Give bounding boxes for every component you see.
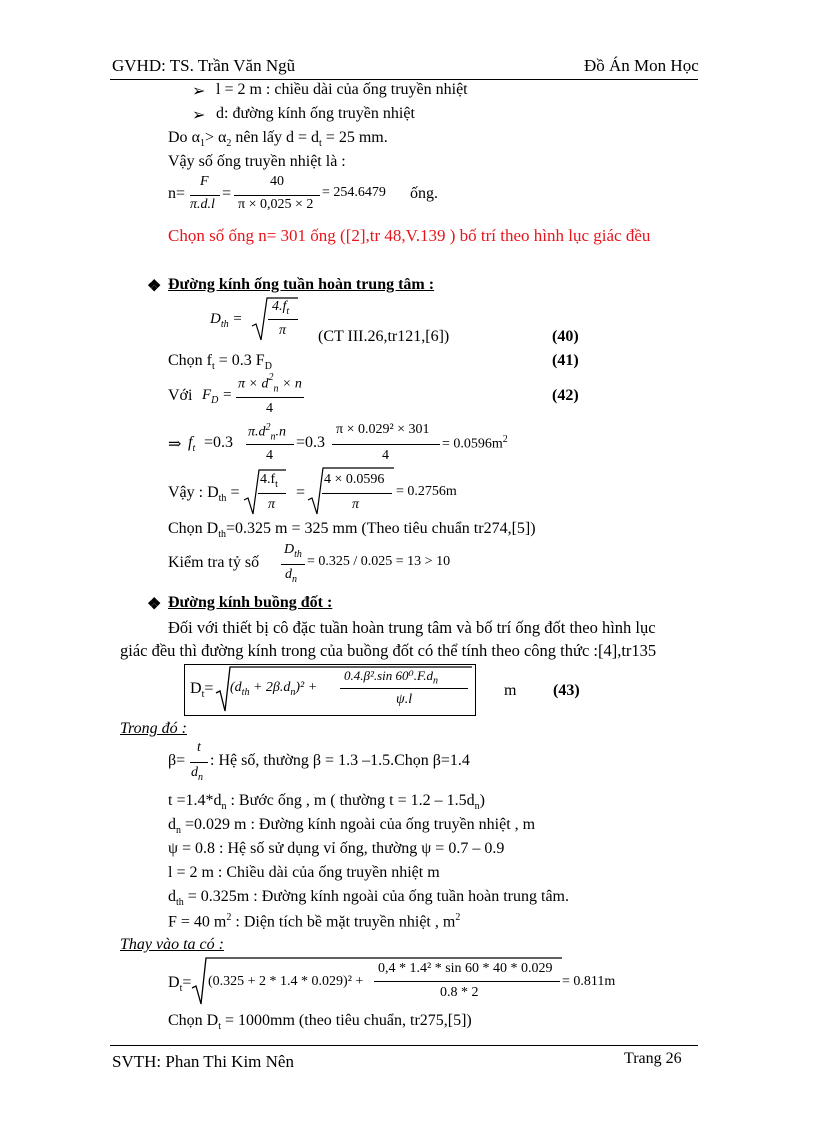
header-right: Đồ Án Mon Học: [584, 56, 699, 75]
dt-term1: $(d_{th} + 2\beta.d_n)^2$ +: [230, 680, 318, 698]
beta-num: t: [197, 740, 201, 755]
implies-arrow-icon: ⇒: [168, 436, 182, 453]
dth-reference: (CT III.26,tr121,[6]): [318, 328, 450, 345]
fraction-bar: [190, 195, 220, 196]
footer-rule: [110, 1045, 698, 1046]
def-outer-diameter: $d_n =0.029$ m : Đường kính ngoài của ống truyền nhiệt , m: [168, 816, 536, 837]
eq-number-40: (40): [552, 328, 579, 345]
ft-result: = $0.0596m^2$: [442, 434, 508, 452]
dt-den: ψ.l: [396, 692, 413, 707]
n-result: = 254.6479: [322, 185, 386, 200]
header-rule: [110, 79, 698, 80]
ratio-num: $D_{th}$: [284, 542, 302, 560]
eq-number-41: (41): [552, 352, 579, 369]
ratio-den: $d_n$: [285, 567, 297, 585]
tube-count-intro: Vậy số ống truyền nhiệt là :: [168, 153, 346, 170]
n-unit: ống.: [410, 185, 438, 202]
fraction-bar: [374, 981, 560, 982]
def-pitch: $t =1.4*d_n$ : Bước ống , m ( thường $t = 1.2 - 1.5d_n$): [168, 792, 485, 813]
page-number: Trang 26: [624, 1050, 682, 1067]
fraction-bar: [236, 397, 304, 398]
dth-den: π: [279, 323, 287, 338]
dth-calc-den2: π: [352, 497, 360, 512]
bullet-arrow-icon: ➢: [192, 107, 206, 124]
section-title-central-tube: Đường kính ống tuần hoàn trung tâm :: [168, 276, 435, 293]
fraction-bar: [332, 444, 440, 445]
dt-calc-lhs: $D_t=$: [168, 974, 192, 995]
dt-calc-num: 0,4 * 1.4² * sin 60 * 40 * 0.029: [378, 961, 553, 976]
ratio-result: = 0.325 / 0.025 = 13 > 10: [307, 554, 451, 569]
def-length: l = 2 m : Chiều dài của ống truyền nhiệt m: [168, 864, 440, 881]
def-central-diameter: $d_{th} = 0.325m$ : Đường kính ngoài của ống tuần hoàn trung tâm.: [168, 888, 569, 909]
dt-lhs: $D_t=$: [190, 680, 214, 701]
header-left: GVHD: TS. Trần Văn Ngũ: [112, 56, 296, 75]
ft-choice: Chọn $f_t = 0.3$ $F_D$: [168, 352, 272, 373]
dth-result-label: Vậy : $D_{th}$ =: [168, 484, 240, 505]
bullet-diameter: d: đường kính ống truyền nhiệt: [216, 105, 415, 122]
ft-frac1-num: $\pi.d^2_n.n$: [248, 422, 287, 443]
fraction-bar: [268, 319, 298, 320]
dt-calc-den: 0.8 * 2: [440, 985, 479, 1000]
diamond-bullet-icon: ❖: [147, 596, 162, 613]
ft-frac2-num: π × 0.029² × 301: [336, 422, 430, 437]
fraction-bar: [281, 564, 305, 565]
fraction-bar: [340, 688, 468, 689]
where-label: Trong đó :: [120, 720, 187, 737]
dt-calc-result: = 0.811m: [562, 974, 616, 989]
ft-coef2: =0.3: [296, 434, 326, 451]
dt-unit: m: [504, 682, 517, 699]
dth-lhs: $D_{th}$ =: [210, 311, 243, 330]
dth-num: $4.f_t$: [272, 299, 290, 317]
paragraph-line-1: Đối với thiết bị cô đặc tuần hoàn trung tâm và bố trí ống đốt theo hình lục: [168, 618, 656, 637]
n-frac2-den: π × 0,025 × 2: [238, 197, 314, 212]
diamond-bullet-icon: ❖: [147, 278, 162, 295]
beta-definition: : Hệ số, thường β = 1.3 –1.5.Chọn β=1.4: [210, 752, 470, 769]
ft-coef1: =0.3: [204, 434, 234, 451]
bullet-arrow-icon: ➢: [192, 83, 206, 100]
fd-lhs: $F_D$ =: [202, 387, 233, 406]
footer-left: SVTH: Phan Thi Kim Nên: [112, 1052, 294, 1071]
dth-calc-den1: π: [268, 497, 276, 512]
eq-number-43: (43): [553, 682, 580, 699]
beta-lhs: β=: [168, 752, 186, 769]
dth-choice: Chọn $D_{th}=0.325$ m = 325 mm (Theo tiêu chuẩn tr274,[5]): [168, 520, 536, 541]
fd-num: $\pi \times d^2_n \times n$: [238, 372, 302, 395]
fraction-bar: [246, 444, 294, 445]
alpha-comparison: Do $\alpha_1> \alpha_2$ nên lấy $d = d_t = 25$ mm.: [168, 129, 388, 150]
fd-den: 4: [266, 401, 273, 416]
fraction-bar: [258, 493, 286, 494]
dth-calc-result: = 0.2756m: [396, 484, 457, 499]
dth-calc-num1: $4.f_t$: [260, 472, 278, 490]
n-frac2-num: 40: [270, 174, 284, 189]
ft-frac2-den: 4: [382, 448, 389, 463]
fraction-bar: [234, 195, 320, 196]
dt-num: 0.4.β².sin $60^0.F.d_n$: [344, 668, 439, 687]
substitute-label: Thay vào ta có :: [120, 936, 224, 953]
dt-calc-term: (0.325 + 2 * 1.4 * 0.029)² +: [208, 974, 364, 989]
fraction-bar: [190, 762, 208, 763]
ft-lhs: $f_t$: [188, 434, 196, 455]
ft-frac1-den: 4: [266, 448, 273, 463]
ratio-check-label: Kiểm tra tỷ số: [168, 554, 260, 571]
fraction-bar: [322, 493, 392, 494]
dt-choice: Chọn $D_t = 1000mm$ (theo tiêu chuẩn, tr275,[5]): [168, 1012, 472, 1033]
n-frac1-num: F: [200, 174, 209, 189]
dth-calc-num2: 4 × 0.0596: [324, 472, 385, 487]
n-frac1-den: π.d.l: [190, 197, 215, 212]
tube-count-choice: Chọn số ống n= 301 ống ([2],tr 48,V.139 ) bố trí theo hình lục giác đều: [168, 226, 651, 245]
section-title-heating-chamber: Đường kính buồng đốt :: [168, 594, 333, 611]
bullet-length: l = 2 m : chiều dài của ống truyền nhiệt: [216, 81, 468, 98]
n-lhs: n=: [168, 185, 186, 202]
voi-label: Với: [168, 387, 193, 404]
paragraph-line-2: giác đều thì đường kính trong của buồng đốt có thể tính theo công thức :[4],tr135: [120, 641, 657, 660]
beta-den: $d_n$: [191, 765, 203, 783]
def-psi: ψ = 0.8 : Hệ số sử dụng vỉ ống, thường ψ = 0.7 – 0.9: [168, 840, 505, 857]
def-area: F = 40 $m^2$ : Diện tích bề mặt truyền nhiệt , $m^2$: [168, 912, 461, 931]
eq-number-42: (42): [552, 387, 579, 404]
